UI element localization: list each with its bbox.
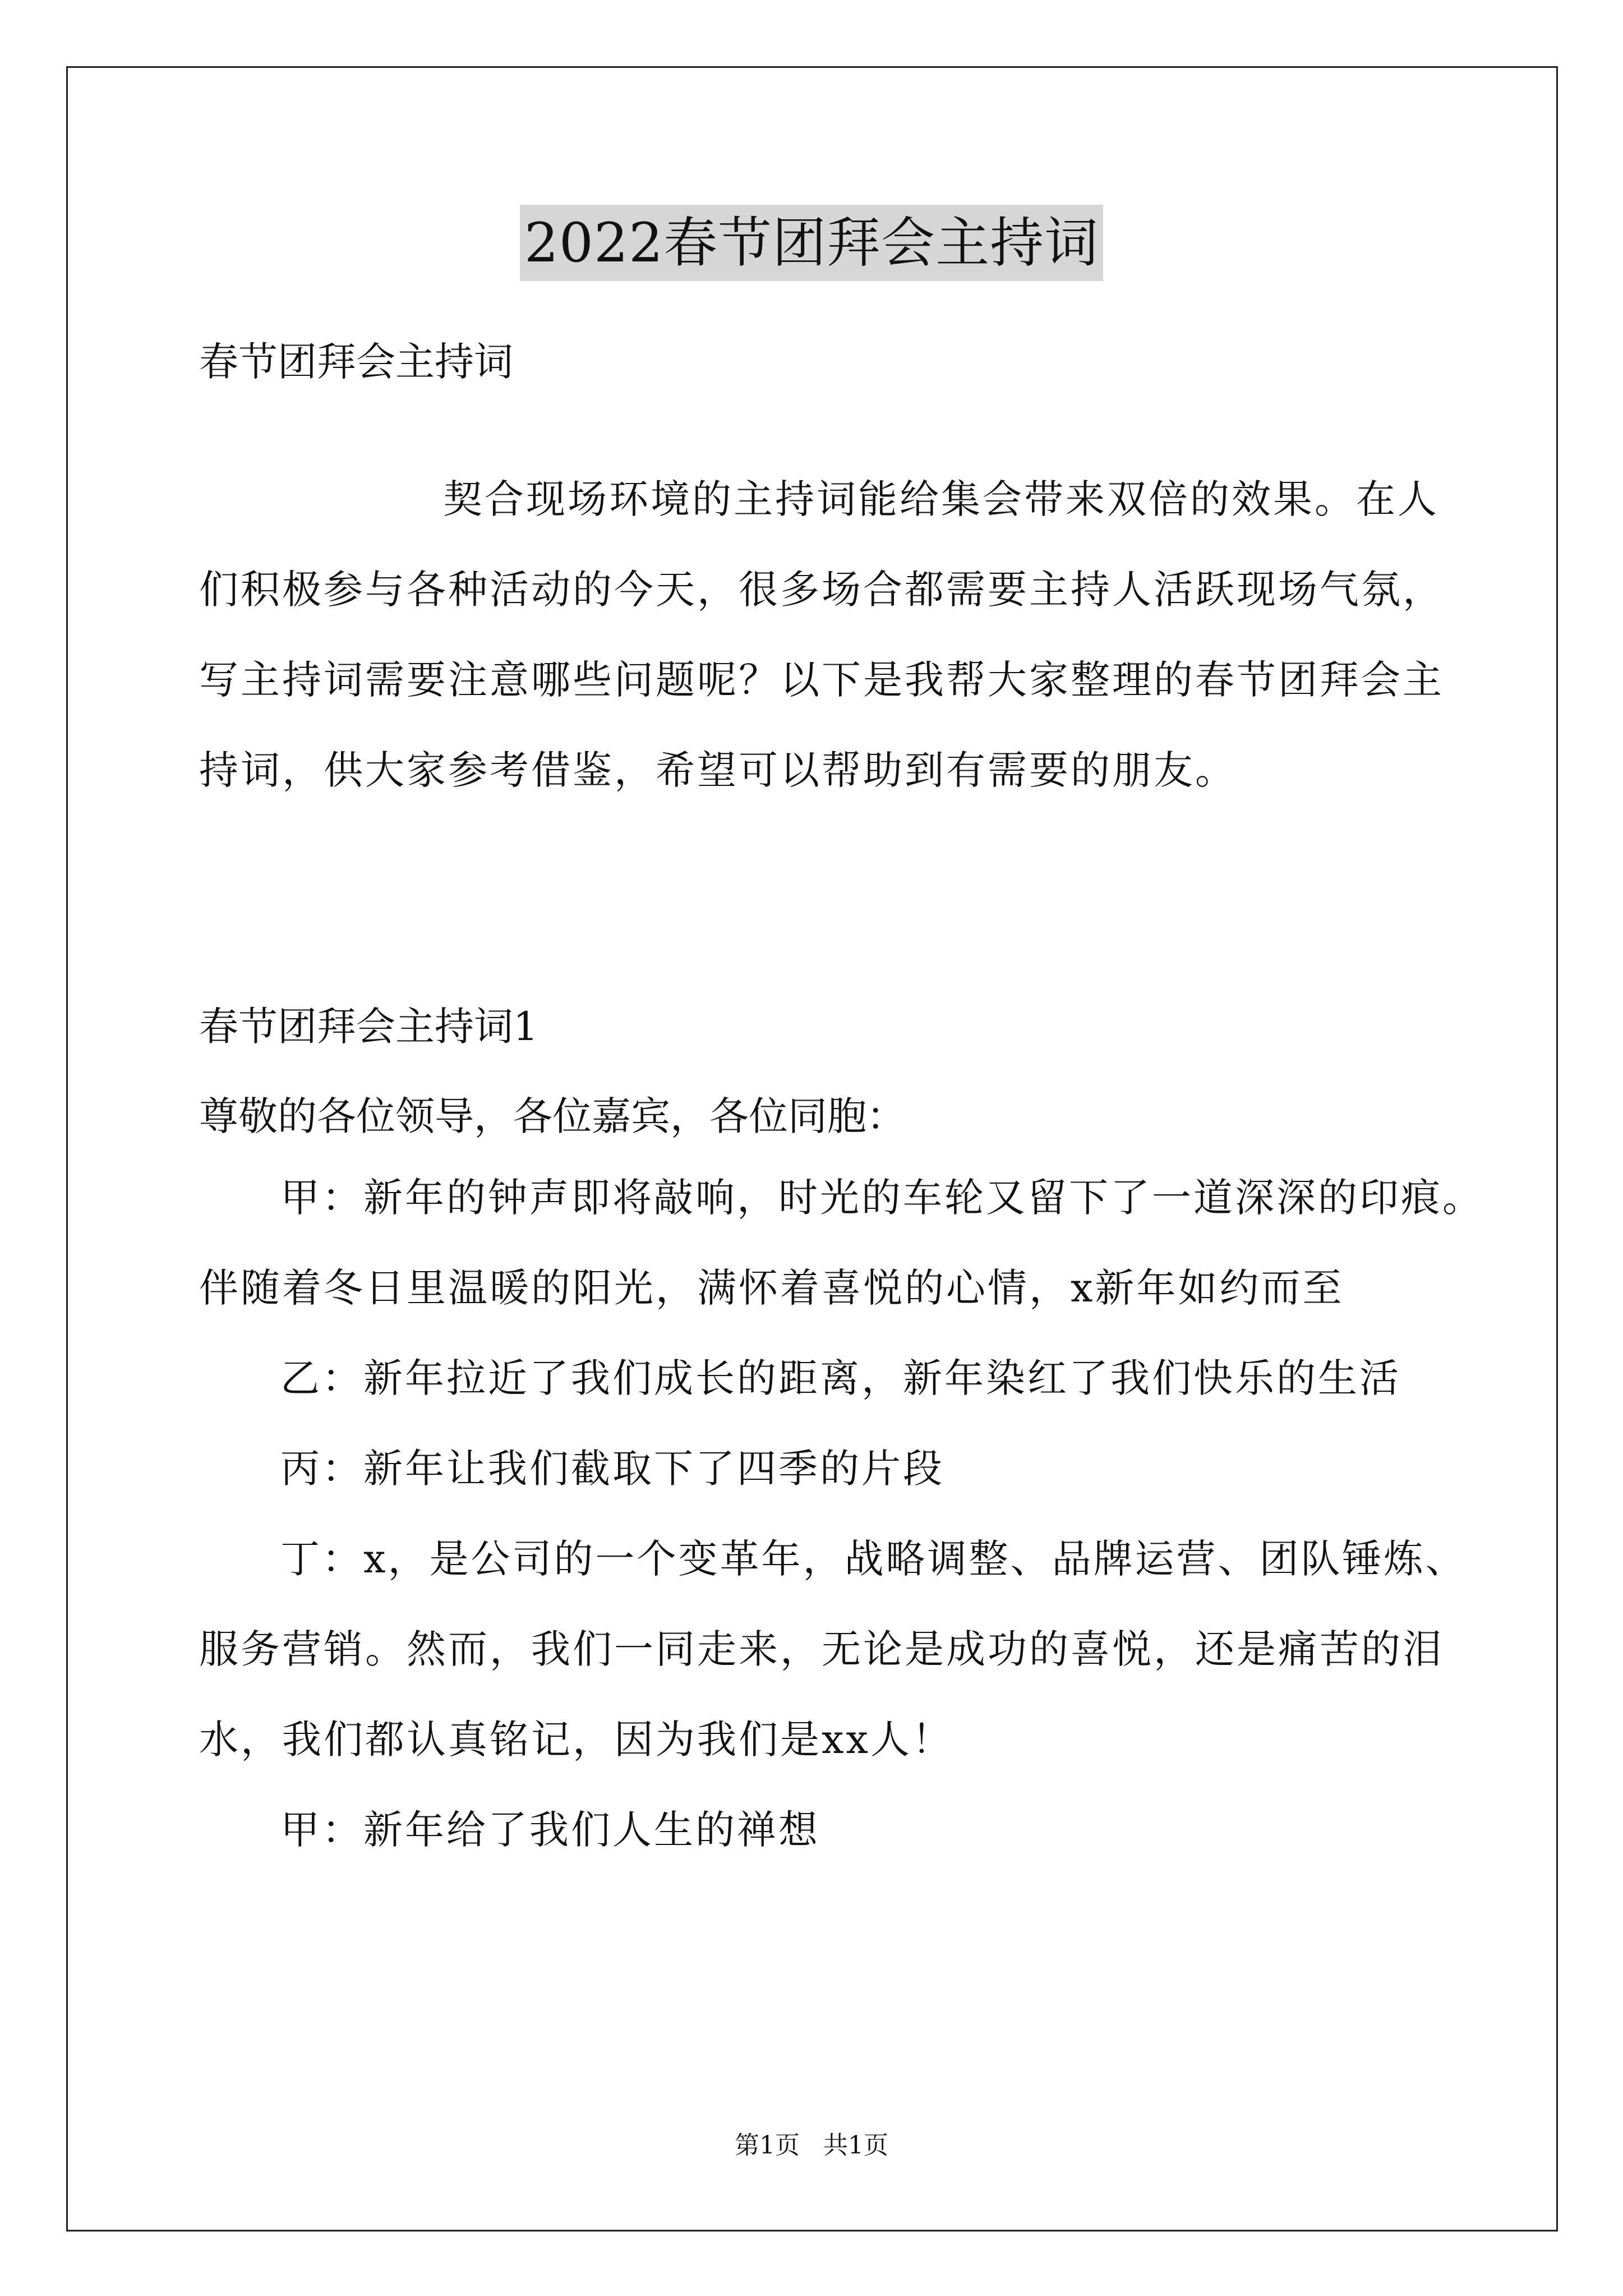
paragraph-4: 丁：x，是公司的一个变革年，战略调整、品牌运营、团队锤炼、服务营销。然而，我们一同走来，无论是成功的喜悦，还是痛苦的泪水，我们都认真铭记，因为我们是xx人！ (199, 1536, 1467, 1763)
document-title: 2022春节团拜会主持词 (520, 205, 1103, 281)
title-container (0, 205, 1623, 281)
paragraph-3: 丙：新年让我们截取下了四季的片段 (280, 1446, 944, 1492)
paragraph-5: 甲：新年给了我们人生的禅想 (280, 1807, 820, 1853)
paragraph-2: 乙：新年拉近了我们成长的距离，新年染红了我们快乐的生活 (280, 1355, 1401, 1401)
greeting: 尊敬的各位领导，各位嘉宾，各位同胞： (199, 1093, 906, 1139)
intro-paragraph: 契合现场环境的主持词能给集会带来双倍的效果。在人们积极参与各种活动的今天，很多场合都需要主持人活跃现场气氛，写主持词需要注意哪些问题呢？以下是我帮大家整理的春节团拜会主持词，供大家参考借鉴，希望可以帮助到有需要的朋友。 (199, 476, 1444, 793)
paragraph-1: 甲：新年的钟声即将敲响，时光的车轮又留下了一道深深的印痕。伴随着冬日里温暖的阳光，满怀着喜悦的心情，x新年如约而至 (199, 1175, 1484, 1311)
page-footer: 第1页 共1页 (735, 2131, 888, 2160)
section-heading: 春节团拜会主持词1 (199, 1004, 538, 1050)
subtitle: 春节团拜会主持词 (199, 339, 513, 385)
page-border (66, 66, 1558, 2231)
